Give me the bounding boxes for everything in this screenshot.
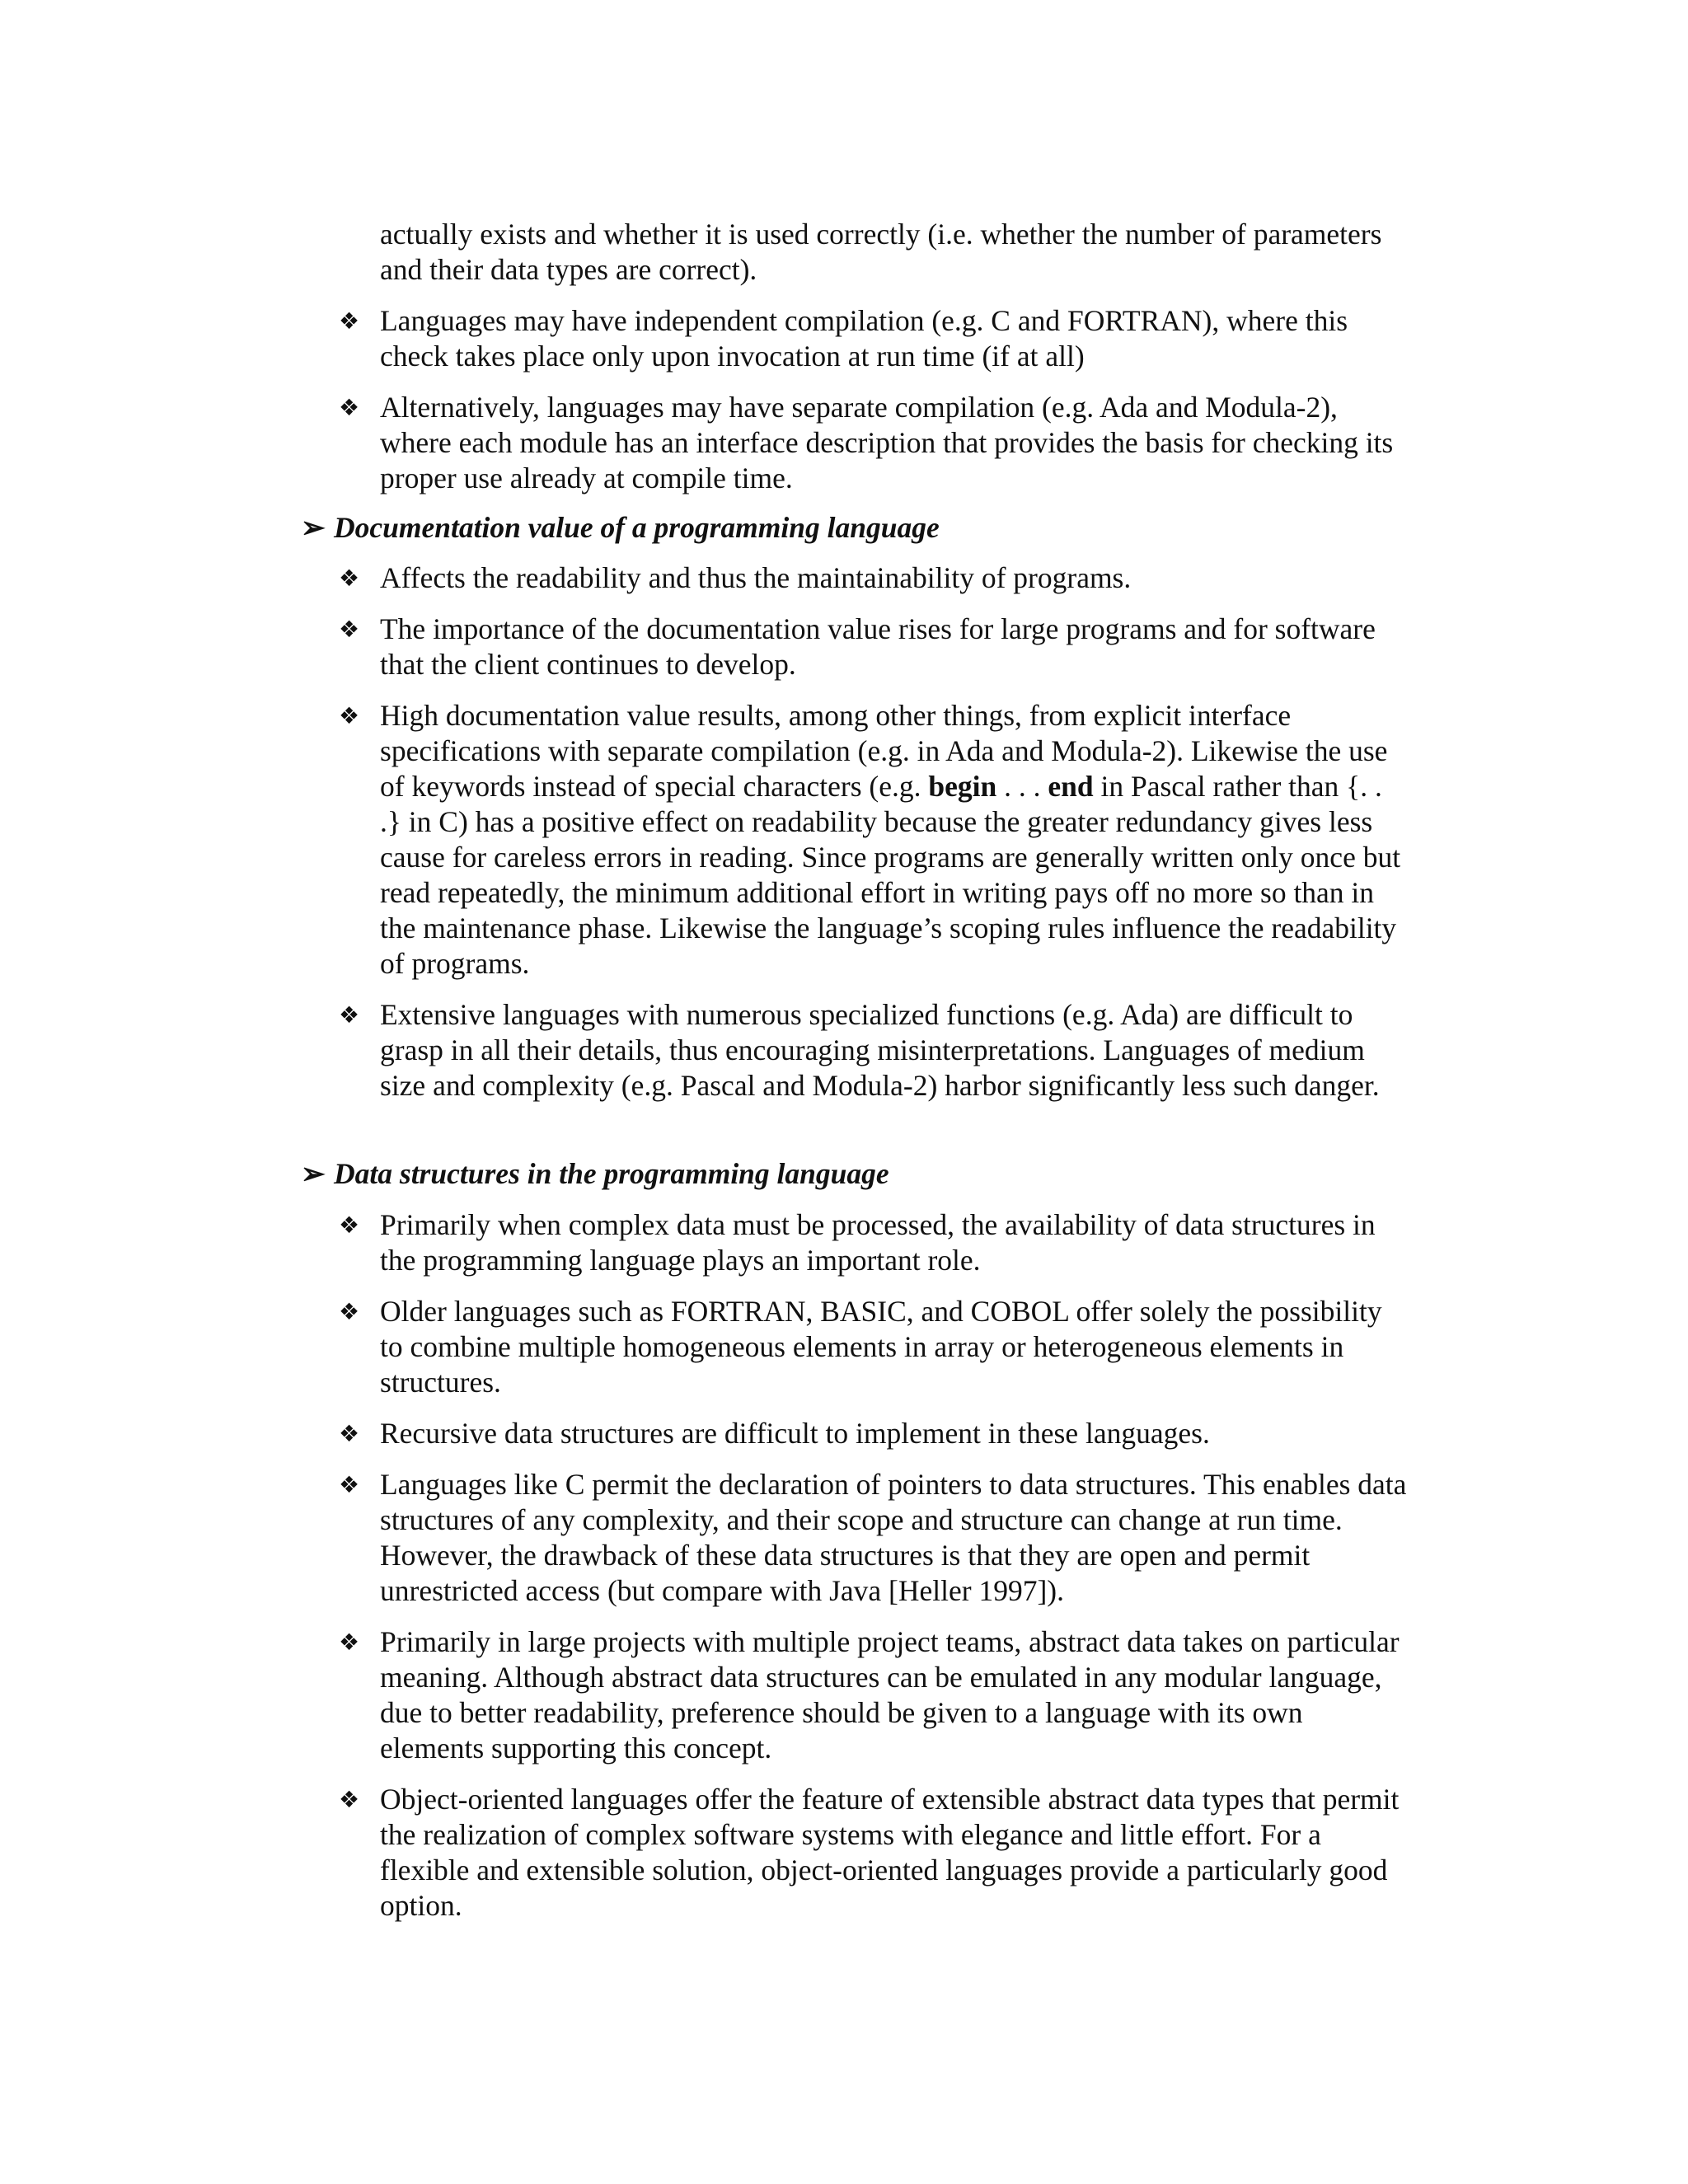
section-heading-text: Data structures in the programming language xyxy=(334,1157,889,1190)
list-item xyxy=(339,1782,1410,1924)
section2-bullet-list xyxy=(339,560,1410,1119)
list-item-text: Languages like C permit the declaration of pointers to data structures. This enables data structures of any complexity, and their scope and structure can change at run time. However, the drawback of these data structures is that they are open and permit unrestricted access (but compare with Java [Heller 1997]). xyxy=(380,1468,1407,1607)
list-item xyxy=(339,1467,1410,1609)
list-item xyxy=(339,303,1410,374)
keyword-end: end xyxy=(1048,770,1094,803)
list-item xyxy=(339,698,1410,982)
list-item xyxy=(339,560,1410,596)
diamond-bullet-icon: ❖ xyxy=(339,1212,360,1239)
diamond-bullet-icon: ❖ xyxy=(339,1629,360,1656)
diamond-bullet-icon: ❖ xyxy=(339,565,360,592)
list-item-text: Affects the readability and thus the maintainability of programs. xyxy=(380,561,1132,594)
diamond-bullet-icon: ❖ xyxy=(339,1420,360,1447)
arrow-bullet-icon: ➢ xyxy=(301,1157,326,1190)
list-item-text: Object-oriented languages offer the feature of extensible abstract data types that permit the realization of complex software systems with elegance and little effort. For a flexible and extensible solution, object-oriented languages provide a particularly good option. xyxy=(380,1783,1400,1922)
keyword-begin: begin xyxy=(928,770,997,803)
diamond-bullet-icon: ❖ xyxy=(339,702,360,729)
diamond-bullet-icon: ❖ xyxy=(339,1298,360,1325)
list-item-text: Languages may have independent compilation (e.g. C and FORTRAN), where this check takes place only upon invocation at run time (if at all) xyxy=(380,304,1348,373)
list-item xyxy=(339,390,1410,496)
list-item xyxy=(339,1207,1410,1278)
arrow-bullet-icon: ➢ xyxy=(301,511,326,544)
list-item-text: Older languages such as FORTRAN, BASIC, and COBOL offer solely the possibility to combine multiple homogeneous elements in array or heterogeneous elements in structures. xyxy=(380,1295,1382,1399)
list-item-text: Alternatively, languages may have separate compilation (e.g. Ada and Modula-2), where each module has an interface description that provides the basis for checking its proper use already at compile time. xyxy=(380,391,1394,494)
list-item-text: Primarily in large projects with multiple project teams, abstract data takes on particular meaning. Although abstract data structures can be emulated in any modular language, due to better readability, preference should be given to a language with its own elements supporting this concept. xyxy=(380,1625,1400,1765)
list-item-text: Extensive languages with numerous specialized functions (e.g. Ada) are difficult to grasp in all their details, thus encouraging misinterpretations. Languages of medium size and complexity (e.g. Pascal and Modula-2) harbor significantly less such danger. xyxy=(380,998,1380,1102)
section3-bullet-list xyxy=(339,1207,1410,1939)
list-item xyxy=(339,612,1410,682)
diamond-bullet-icon: ❖ xyxy=(339,307,360,335)
section1-bullet-list xyxy=(339,303,1410,512)
diamond-bullet-icon: ❖ xyxy=(339,1786,360,1813)
list-item-text: Recursive data structures are difficult to implement in these languages. xyxy=(380,1417,1210,1450)
diamond-bullet-icon: ❖ xyxy=(339,1471,360,1498)
list-item xyxy=(339,1624,1410,1766)
list-item-text: High documentation value results, among other things, from explicit interface specifications with separate compilation (e.g. in Ada and Modula-2). Likewise the use of keywords instead of special characters (e.g. begin . . . end in Pascal rather than {. . .} in C) has a positive effect on readability because the greater redundancy gives less cause for careless errors in reading. Since programs are generally written only once but read repeatedly, the minimum additional effort in writing pays off no more so than in the maintenance phase. Likewise the language’s scoping rules influence the readability of programs. xyxy=(380,699,1401,980)
list-item-text: The importance of the documentation value rises for large programs and for software that the client continues to develop. xyxy=(380,612,1376,681)
diamond-bullet-icon: ❖ xyxy=(339,394,360,421)
list-item-text: Primarily when complex data must be processed, the availability of data structures in the programming language plays an important role. xyxy=(380,1208,1376,1277)
list-item xyxy=(339,997,1410,1104)
diamond-bullet-icon: ❖ xyxy=(339,616,360,643)
list-item xyxy=(339,1416,1410,1451)
continuation-paragraph: actually exists and whether it is used correctly (i.e. whether the number of parameters and their data types are correct). xyxy=(380,218,1382,286)
diamond-bullet-icon: ❖ xyxy=(339,1001,360,1029)
section-heading-text: Documentation value of a programming language xyxy=(334,511,940,544)
list-item xyxy=(339,1294,1410,1400)
